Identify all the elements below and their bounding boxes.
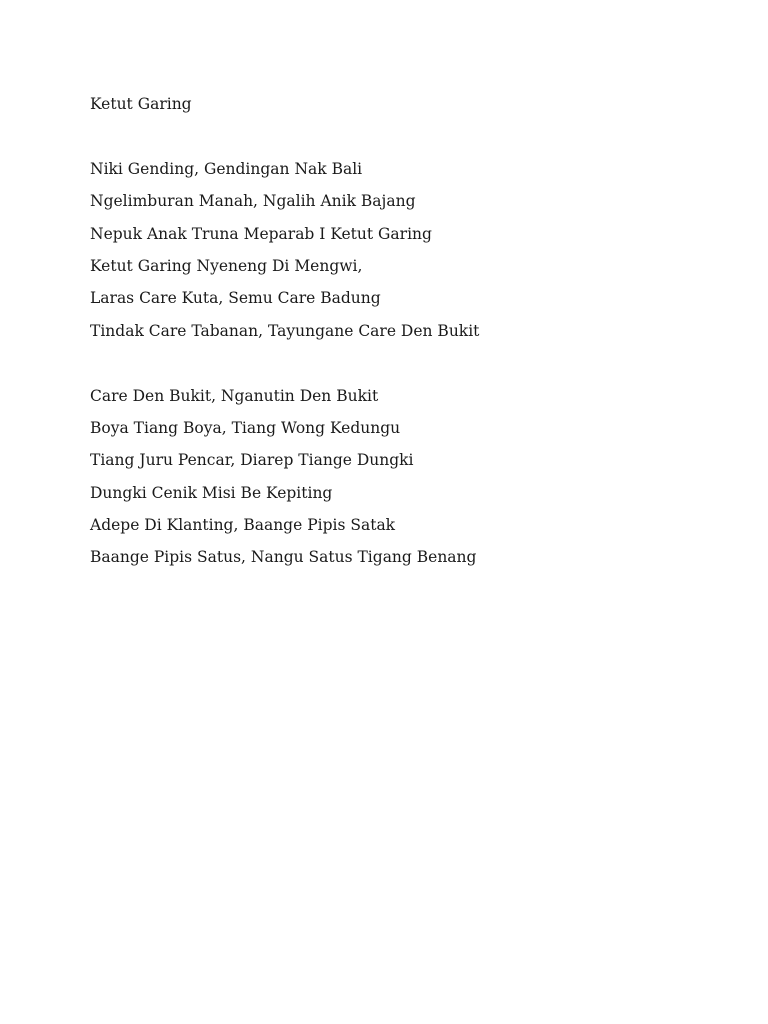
poem-line: Ngelimburan Manah, Ngalih Anik Bajang — [90, 192, 416, 211]
poem-line: Niki Gending, Gendingan Nak Bali — [90, 159, 363, 178]
poem-line: Nepuk Anak Truna Meparab I Ketut Garing — [90, 224, 432, 243]
poem-content — [90, 88, 710, 574]
poem-line: Care Den Bukit, Nganutin Den Bukit — [90, 386, 379, 405]
stanza-1 — [90, 153, 710, 347]
poem-line: Ketut Garing Nyeneng Di Mengwi, — [90, 256, 363, 275]
poem-line: Dungki Cenik Misi Be Kepiting — [90, 483, 333, 502]
stanza-gap — [90, 347, 710, 379]
poem-line: Tindak Care Tabanan, Tayungane Care Den Bukit — [90, 321, 480, 340]
stanza-2 — [90, 380, 710, 574]
poem-line: Baange Pipis Satus, Nangu Satus Tigang Benang — [90, 548, 477, 567]
poem-line: Tiang Juru Pencar, Diarep Tiange Dungki — [90, 451, 414, 470]
poem-title: Ketut Garing — [90, 95, 192, 113]
poem-line: Laras Care Kuta, Semu Care Badung — [90, 289, 381, 308]
stanza-gap — [90, 120, 710, 152]
poem-line: Boya Tiang Boya, Tiang Wong Kedungu — [90, 418, 401, 437]
poem-line: Adepe Di Klanting, Baange Pipis Satak — [90, 516, 396, 535]
